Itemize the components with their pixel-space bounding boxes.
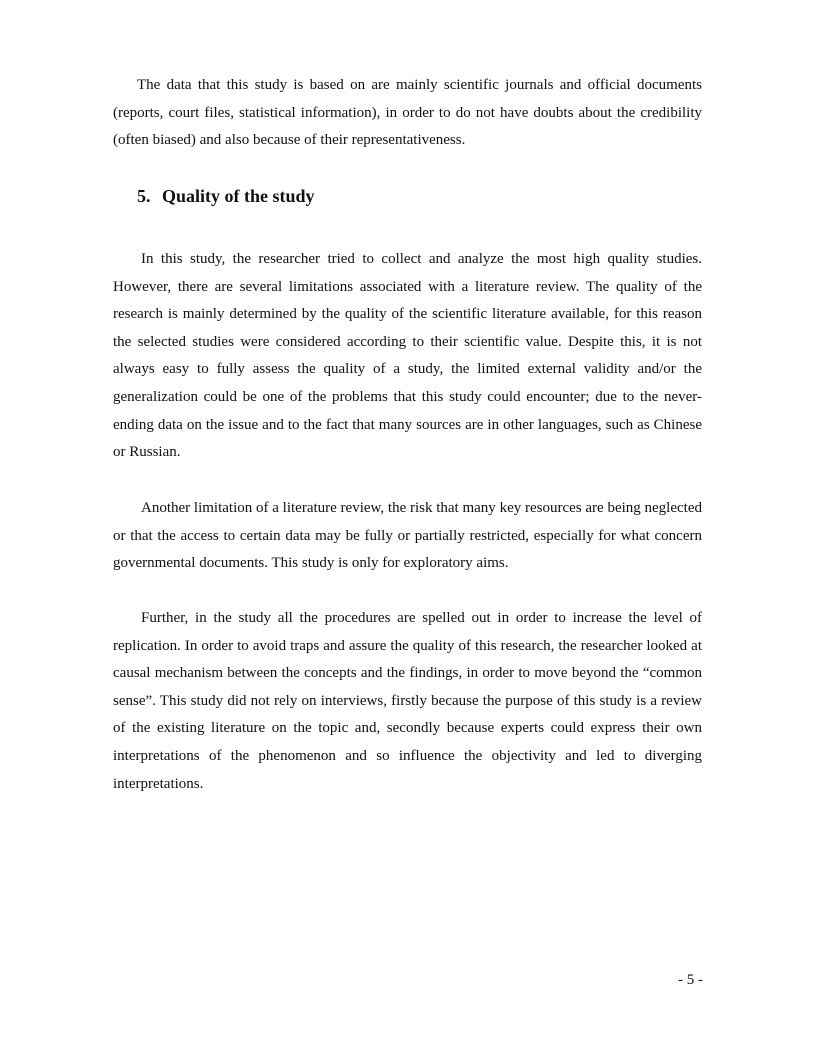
section-title: Quality of the study xyxy=(162,186,315,206)
paragraph-replication: Further, in the study all the procedures are spelled out in order to increase the level of replication. In order to avoid traps and assure the quality of this research, the researcher looked at causal mechanism between the concepts and the findings, in order to move beyond the “common sense”. This study did not rely on interviews, firstly because the purpose of this study is a review of the existing literature on the topic and, secondly because experts could express their own interpretations of the phenomenon and so influence the objectivity and led to diverging interpretations. xyxy=(113,610,702,792)
paragraph-quality-limitations: In this study, the researcher tried to collect and analyze the most high quality studies. However, there are several limitations associated with a literature review. The quality of the research is mainly determined by the quality of the scientific literature available, for this reason the selected studies were considered according to their scientific value. Despite this, it is not always easy to fully assess the quality of a study, the limited external validity and/or the generalization could be one of the problems that this study could encounter; due to the never-ending data on the issue and to the fact that many sources are in other languages, such as Chinese or Russian. xyxy=(113,251,702,461)
section-heading xyxy=(137,184,315,208)
paragraph-another-limitation: Another limitation of a literature review, the risk that many key resources are being neglected or that the access to certain data may be fully or partially restricted, especially for what concern governmental documents. This study is only for exploratory aims. xyxy=(113,500,702,572)
paragraph-data-sources: The data that this study is based on are mainly scientific journals and official documents (reports, court files, statistical information), in order to do not have doubts about the credibility (often biased) and also because of their representativeness. xyxy=(113,77,702,149)
page-number: - 5 - xyxy=(678,972,703,988)
section-number: 5. xyxy=(137,186,151,206)
